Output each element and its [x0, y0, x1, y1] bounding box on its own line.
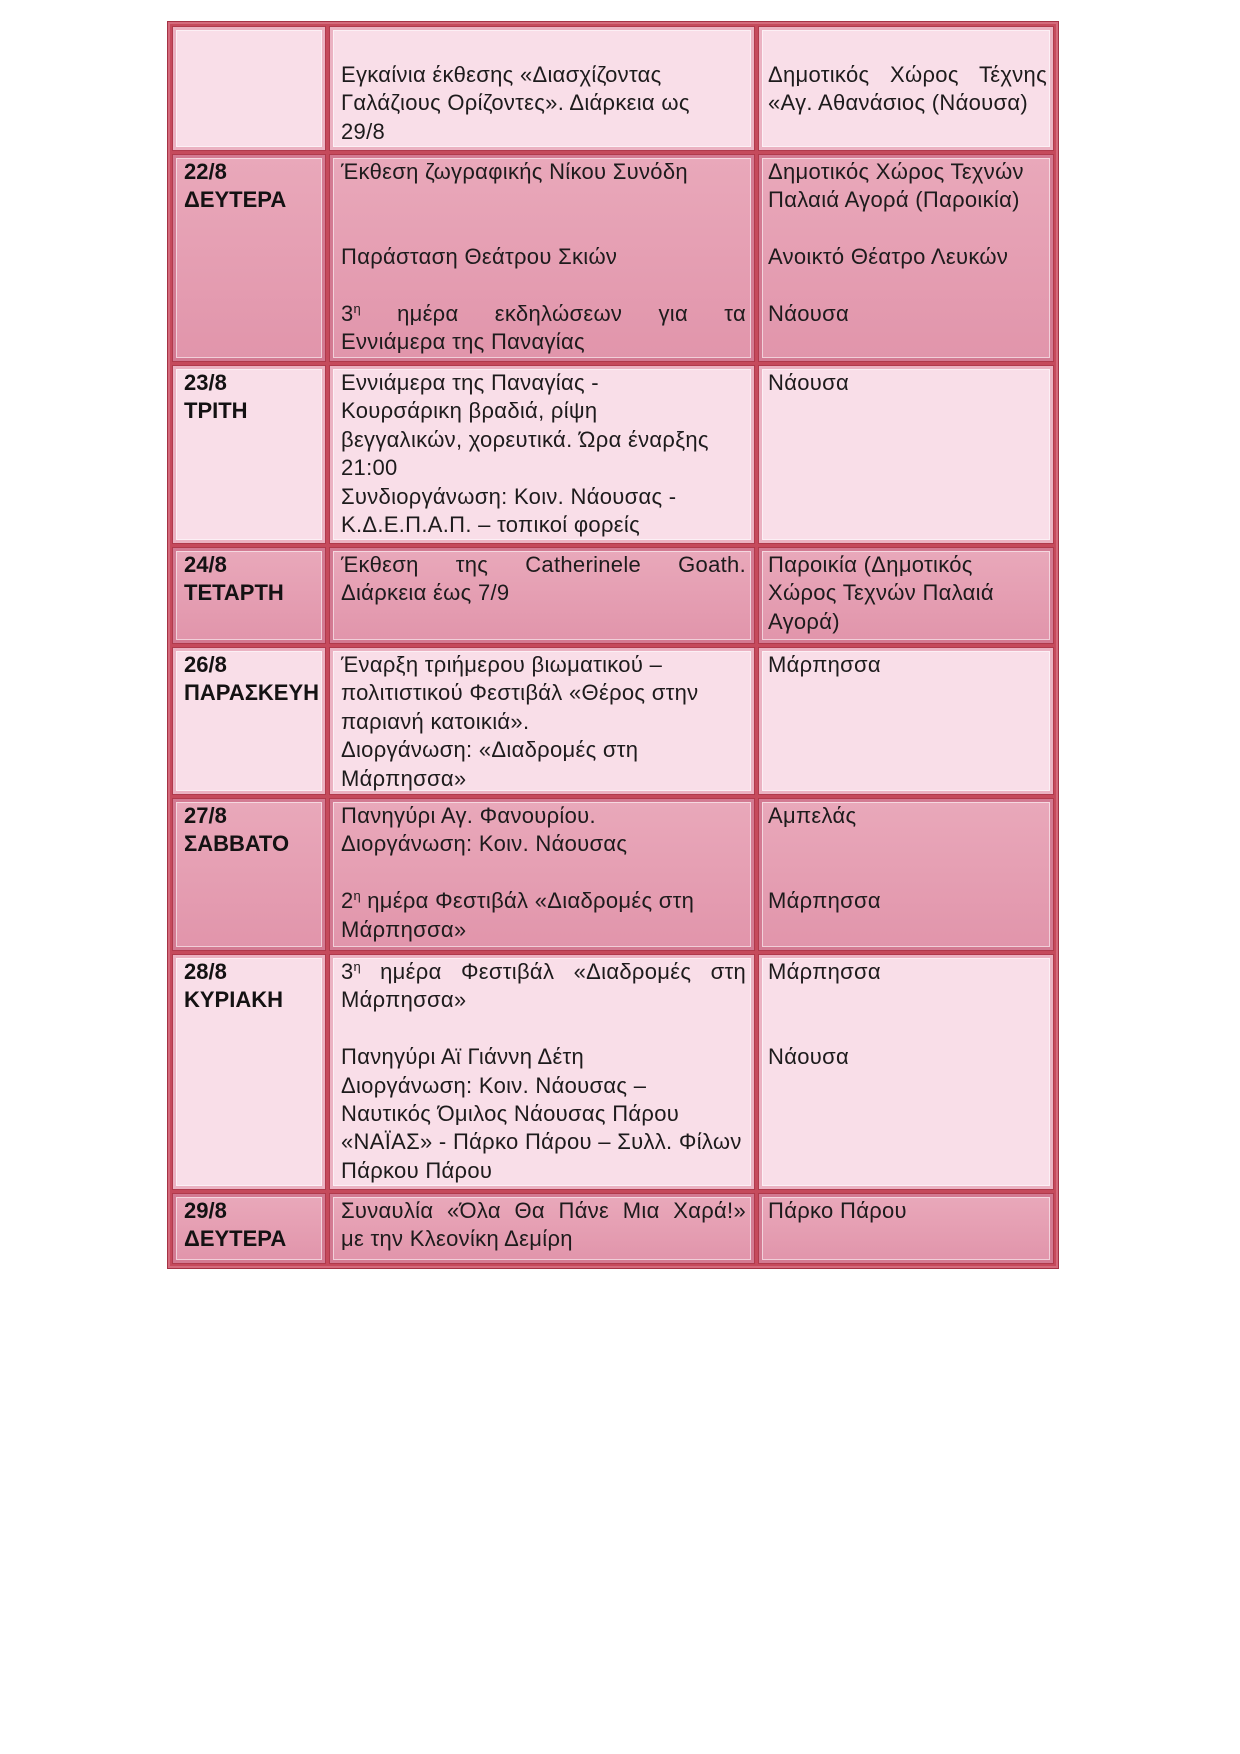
venue-cell: [759, 27, 1053, 150]
event-line: Διάρκεια έως 7/9: [341, 580, 510, 606]
venue-line: Νάουσα: [768, 1044, 849, 1070]
date-cell: [173, 155, 325, 361]
event-line: Κ.Δ.Ε.Π.Α.Π. – τοπικοί φορείς: [341, 512, 640, 538]
event-line: Συναυλία «Όλα Θα Πάνε Μια Χαρά!»: [341, 1198, 746, 1223]
venue-entry: [768, 1197, 1047, 1225]
event-line: πολιτιστικού Φεστιβάλ «Θέρος στην: [341, 680, 699, 706]
event-line: Εννιάμερα της Παναγίας: [341, 329, 585, 355]
date-label: 28/8: [184, 959, 227, 984]
event-line: Κουρσάρικη βραδιά, ρίψη: [341, 398, 598, 424]
date-label: 26/8: [184, 652, 227, 677]
venue-entry: [768, 1043, 1047, 1071]
event-line: παριανή κατοικιά».: [341, 708, 530, 734]
day-label: ΣΑΒΒΑΤΟ: [184, 831, 290, 857]
date-cell: [173, 799, 325, 950]
event-line-text: ημέρα εκδηλώσεων για τα: [397, 301, 746, 326]
date-label: 22/8: [184, 159, 227, 184]
event-line: 29/8: [341, 118, 386, 144]
venue-line: Νάουσα: [768, 370, 849, 395]
event-line: Έκθεση της Catherinele Goath.: [341, 552, 746, 577]
event-entry: [341, 158, 746, 186]
day-label: ΔΕΥΤΕΡΑ: [184, 187, 287, 213]
venue-line: Δημοτικός Χώρος Τέχνης: [768, 62, 1047, 87]
ordinal-number: 3: [341, 301, 354, 326]
date-label: 24/8: [184, 552, 227, 577]
date-cell: [173, 548, 325, 643]
event-entry: [341, 551, 746, 608]
venue-cell: [759, 1194, 1053, 1263]
event-line: [341, 300, 746, 328]
event-line: [341, 887, 746, 915]
venue-line: Αγορά): [768, 608, 840, 634]
ordinal-suffix: η: [353, 888, 361, 904]
event-line: Διοργάνωση: Κοιν. Νάουσας: [341, 831, 628, 857]
venue-line: Μάρπησσα: [768, 652, 881, 677]
venue-entry: [768, 802, 1047, 830]
day-label: ΔΕΥΤΕΡΑ: [184, 1226, 287, 1252]
venue-cell: [759, 366, 1053, 543]
ordinal-number: 3: [341, 959, 354, 984]
event-line: Μάρπησσα»: [341, 916, 467, 942]
venue-cell: [759, 799, 1053, 950]
event-entry: [341, 958, 746, 1015]
event-line: [341, 958, 746, 986]
event-entry: [341, 802, 746, 859]
schedule-row: [168, 155, 1058, 361]
date-cell: [173, 1194, 325, 1263]
ordinal-number: 2: [341, 888, 354, 914]
event-entry: [341, 369, 746, 483]
venue-cell: [759, 648, 1053, 794]
event-cell: [330, 27, 754, 150]
event-line: Γαλάζιους Ορίζοντες». Διάρκεια ως: [341, 90, 690, 116]
day-label: ΠΑΡΑΣΚΕΥΗ: [184, 680, 320, 706]
date-label: 27/8: [184, 803, 227, 828]
venue-line: «Αγ. Αθανάσιος (Νάουσα): [768, 90, 1029, 116]
schedule-row: [168, 366, 1058, 543]
event-entry: [341, 300, 746, 357]
event-entry: [341, 1043, 746, 1185]
event-line: Μάρπησσα»: [341, 765, 467, 791]
venue-cell: [759, 955, 1053, 1189]
schedule-row: [168, 799, 1058, 950]
day-label: ΤΡΙΤΗ: [184, 398, 248, 424]
event-line: Έναρξη τριήμερου βιωματικού –: [341, 652, 663, 677]
event-line: Εγκαίνια έκθεσης «Διασχίζοντας: [341, 62, 662, 87]
schedule-row: [168, 648, 1058, 794]
event-line: βεγγαλικών, χορευτικά. Ώρα έναρξης: [341, 426, 709, 452]
event-organizer: [341, 483, 746, 540]
event-cell: [330, 955, 754, 1189]
day-label: ΚΥΡΙΑΚΗ: [184, 987, 284, 1013]
event-cell: [330, 548, 754, 643]
venue-line: Μάρπησσα: [768, 959, 881, 984]
event-line: Ναυτικός Όμιλος Νάουσας Πάρου: [341, 1101, 680, 1127]
event-entry: [341, 243, 746, 271]
venue-line: Αμπελάς: [768, 803, 857, 828]
venue-line: Χώρος Τεχνών Παλαιά: [768, 580, 994, 606]
event-line: Μάρπησσα»: [341, 987, 467, 1013]
event-cell: [330, 366, 754, 543]
venue-entry: [768, 61, 1047, 118]
schedule-row: [168, 955, 1058, 1189]
venue-entry: [768, 887, 1047, 915]
venue-cell: [759, 155, 1053, 361]
venue-entry: [768, 369, 1047, 397]
venue-line: Δημοτικός Χώρος Τεχνών: [768, 159, 1024, 184]
event-line: Έκθεση ζωγραφικής Νίκου Συνόδη: [341, 159, 688, 184]
date-cell: [173, 27, 325, 150]
venue-line: Ανοικτό Θέατρο Λευκών: [768, 244, 1009, 270]
date-cell: [173, 366, 325, 543]
venue-line: Παροικία (Δημοτικός: [768, 552, 973, 577]
date-cell: [173, 648, 325, 794]
date-cell: [173, 955, 325, 1189]
event-line: με την Κλεονίκη Δεμίρη: [341, 1226, 573, 1252]
event-line: 21:00: [341, 455, 398, 481]
ordinal-suffix: η: [353, 959, 361, 974]
event-line-text: ημέρα Φεστιβάλ «Διαδρομές στη: [380, 959, 746, 984]
venue-entry: [768, 243, 1047, 271]
event-entry: [341, 1197, 746, 1254]
ordinal-suffix: η: [353, 301, 361, 316]
date-label: 23/8: [184, 370, 227, 395]
day-label: ΤΕΤΑΡΤΗ: [184, 580, 284, 606]
event-entry: [341, 61, 746, 146]
event-cell: [330, 799, 754, 950]
venue-entry: [768, 651, 1047, 679]
event-line: Διοργάνωση: «Διαδρομές στη: [341, 737, 639, 763]
event-cell: [330, 1194, 754, 1263]
event-cell: [330, 155, 754, 361]
venue-line: Πάρκο Πάρου: [768, 1198, 907, 1223]
event-line: Παράσταση Θεάτρου Σκιών: [341, 244, 618, 270]
event-line: Πάρκου Πάρου: [341, 1157, 493, 1183]
venue-entry: [768, 300, 1047, 328]
event-entry: [341, 887, 746, 944]
venue-entry: [768, 158, 1047, 215]
venue-entry: [768, 958, 1047, 986]
event-line: Εννιάμερα της Παναγίας -: [341, 370, 599, 395]
event-entry: [341, 651, 746, 736]
event-line: Διοργάνωση: Κοιν. Νάουσας –: [341, 1072, 647, 1098]
event-organizer: [341, 736, 746, 793]
event-cell: [330, 648, 754, 794]
event-line-text: ημέρα Φεστιβάλ «Διαδρομές στη: [367, 888, 695, 914]
venue-line: Νάουσα: [768, 301, 849, 326]
date-label: 29/8: [184, 1198, 227, 1223]
schedule-row: [168, 1194, 1058, 1263]
venue-cell: [759, 548, 1053, 643]
event-line: Πανηγύρι Αϊ Γιάννη Δέτη: [341, 1044, 585, 1070]
venue-line: Μάρπησσα: [768, 888, 881, 914]
venue-entry: [768, 551, 1047, 636]
event-line: Πανηγύρι Αγ. Φανουρίου.: [341, 803, 596, 828]
schedule-row: [168, 548, 1058, 643]
event-line: «ΝΑΪΑΣ» - Πάρκο Πάρου – Συλλ. Φίλων: [341, 1129, 742, 1155]
venue-line: Παλαιά Αγορά (Παροικία): [768, 187, 1020, 213]
schedule-row: [168, 27, 1058, 150]
event-line: Συνδιοργάνωση: Κοιν. Νάουσας -: [341, 483, 677, 509]
event-schedule-table: [168, 22, 1058, 1268]
